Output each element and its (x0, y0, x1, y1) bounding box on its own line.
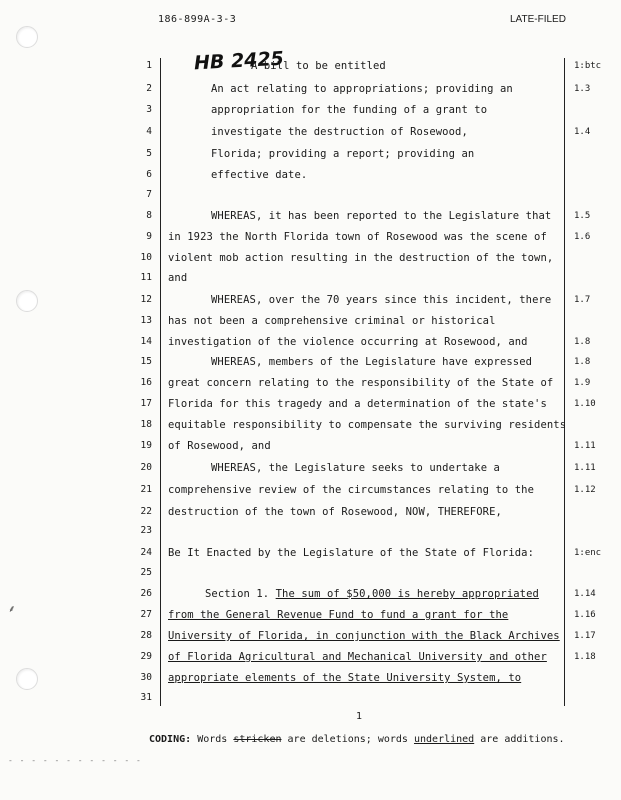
bill-line-16 (168, 377, 553, 389)
line-number: 2 (146, 83, 152, 94)
line-number: 15 (140, 356, 152, 367)
footer-scan-noise: - - - - - - - - - - - - (8, 756, 142, 765)
line-number: 3 (146, 104, 152, 115)
coding-label: CODING: (149, 734, 192, 745)
bill-line-24 (168, 547, 534, 559)
line-number: 21 (140, 484, 152, 495)
line-text: destruction of the town of Rosewood, NOW, THEREFORE, (168, 506, 502, 518)
line-number: 12 (140, 294, 152, 305)
left-margin-rule (160, 58, 161, 706)
bill-line-12 (211, 294, 551, 306)
line-text: A bill to be entitled (251, 60, 386, 72)
line-text: great concern relating to the responsibility of the State of (168, 377, 554, 389)
bill-line-8 (211, 210, 551, 222)
line-number: 29 (140, 651, 152, 662)
margin-code: 1.10 (574, 399, 596, 409)
bill-line-6 (211, 169, 307, 181)
punch-hole-bottom (16, 668, 38, 690)
bill-line-30 (168, 672, 521, 684)
line-number: 1 (146, 60, 152, 71)
line-text: Be It Enacted by the Legislature of the State of Florida: (168, 547, 535, 559)
line-text: effective date. (211, 169, 308, 181)
bill-line-21 (168, 484, 534, 496)
margin-code: 1.8 (574, 337, 591, 347)
margin-code: 1.12 (574, 485, 596, 495)
late-filed-stamp: LATE-FILED (510, 14, 566, 25)
margin-code: 1.9 (574, 378, 591, 388)
line-number: 10 (140, 252, 152, 263)
bill-line-10 (168, 252, 553, 264)
line-text: and (168, 272, 188, 284)
line-number: 25 (140, 567, 152, 578)
margin-code: 1.5 (574, 211, 591, 221)
line-number: 24 (140, 547, 152, 558)
line-number: 11 (140, 272, 152, 283)
margin-code: 1.6 (574, 232, 591, 242)
page-number: 1 (356, 711, 363, 722)
document-code: 186-899A-3-3 (158, 14, 237, 25)
line-number: 22 (140, 506, 152, 517)
line-number: 9 (146, 231, 152, 242)
margin-code: 1.11 (574, 463, 596, 473)
line-number: 28 (140, 630, 152, 641)
bill-line-5 (211, 148, 474, 160)
bill-line-9 (168, 231, 547, 243)
right-margin-rule (564, 58, 565, 706)
bill-line-28 (168, 630, 560, 642)
bill-line-22 (168, 506, 502, 518)
punch-hole-middle (16, 290, 38, 312)
line-text: investigate the destruction of Rosewood, (211, 126, 468, 138)
bill-line-15 (211, 356, 532, 368)
line-text: Florida; providing a report; providing an (211, 148, 475, 160)
line-text: investigation of the violence occurring at Rosewood, and (168, 336, 528, 348)
line-number: 27 (140, 609, 152, 620)
bill-line-18 (168, 419, 566, 431)
line-text: equitable responsibility to compensate the surviving residents (168, 419, 567, 431)
bill-line-14 (168, 336, 528, 348)
line-text: has not been a comprehensive criminal or historical (168, 315, 496, 327)
bill-line-27 (168, 609, 508, 621)
punch-hole-top (16, 26, 38, 48)
coding-text-2: are deletions; words (287, 734, 408, 745)
line-text: An act relating to appropriations; providing an (211, 83, 513, 95)
line-number: 30 (140, 672, 152, 683)
line-text: WHEREAS, over the 70 years since this incident, there (211, 294, 552, 306)
line-text: in 1923 the North Florida town of Rosewood was the scene of (168, 231, 547, 243)
margin-code: 1.17 (574, 631, 596, 641)
margin-code: 1.7 (574, 295, 591, 305)
bill-line-17 (168, 398, 547, 410)
margin-code: 1.18 (574, 652, 596, 662)
line-text: violent mob action resulting in the destruction of the town, (168, 252, 554, 264)
bill-line-19 (168, 440, 271, 452)
margin-code: 1.16 (574, 610, 596, 620)
margin-code: 1:enc (574, 548, 602, 558)
line-text: from the General Revenue Fund to fund a grant for the (168, 609, 509, 621)
line-text: WHEREAS, it has been reported to the Legislature that (211, 210, 552, 222)
line-number: 4 (146, 126, 152, 137)
line-number: 13 (140, 315, 152, 326)
line-number: 7 (146, 189, 152, 200)
line-number: 19 (140, 440, 152, 451)
coding-text-1: Words (197, 734, 228, 745)
line-number: 14 (140, 336, 152, 347)
line-number: 20 (140, 462, 152, 473)
line-text: WHEREAS, members of the Legislature have expressed (211, 356, 533, 368)
line-number: 26 (140, 588, 152, 599)
line-number: 6 (146, 169, 152, 180)
margin-code: 1.4 (574, 127, 591, 137)
line-number: 31 (140, 692, 152, 703)
bill-line-11 (168, 272, 187, 284)
line-text: Florida for this tragedy and a determination of the state's (168, 398, 547, 410)
section-label: Section 1. (205, 588, 276, 600)
coding-underlined: underlined (413, 734, 475, 745)
line-number: 5 (146, 148, 152, 159)
bill-line-1 (251, 60, 386, 72)
stray-mark: ⸙ (8, 604, 16, 615)
bill-line-2 (211, 83, 513, 95)
coding-legend (149, 734, 565, 745)
line-number: 8 (146, 210, 152, 221)
bill-line-4 (211, 126, 468, 138)
line-text: University of Florida, in conjunction with the Black Archives (168, 630, 560, 642)
line-text: appropriate elements of the State University System, to (168, 672, 522, 684)
coding-text-3: are additions. (480, 734, 565, 745)
handwritten-bill-number: HB 2425 (193, 47, 285, 75)
line-text: WHEREAS, the Legislature seeks to undertake a (211, 462, 500, 474)
line-text: comprehensive review of the circumstances relating to the (168, 484, 535, 496)
line-text: of Florida Agricultural and Mechanical University and other (168, 651, 547, 663)
line-number: 16 (140, 377, 152, 388)
bill-line-29 (168, 651, 547, 663)
line-number: 17 (140, 398, 152, 409)
line-text: of Rosewood, and (168, 440, 271, 452)
margin-code: 1.8 (574, 357, 591, 367)
bill-line-26 (205, 588, 539, 600)
margin-code: 1.11 (574, 441, 596, 451)
margin-code: 1.14 (574, 589, 596, 599)
coding-stricken: stricken (233, 734, 282, 745)
line-text: appropriation for the funding of a grant to (211, 104, 488, 116)
margin-code: 1.3 (574, 84, 591, 94)
margin-code: 1:btc (574, 61, 602, 71)
line-text: The sum of $50,000 is hereby appropriated (275, 588, 539, 600)
bill-line-13 (168, 315, 496, 327)
line-number: 18 (140, 419, 152, 430)
bill-line-3 (211, 104, 487, 116)
line-number: 23 (140, 525, 152, 536)
bill-line-20 (211, 462, 500, 474)
